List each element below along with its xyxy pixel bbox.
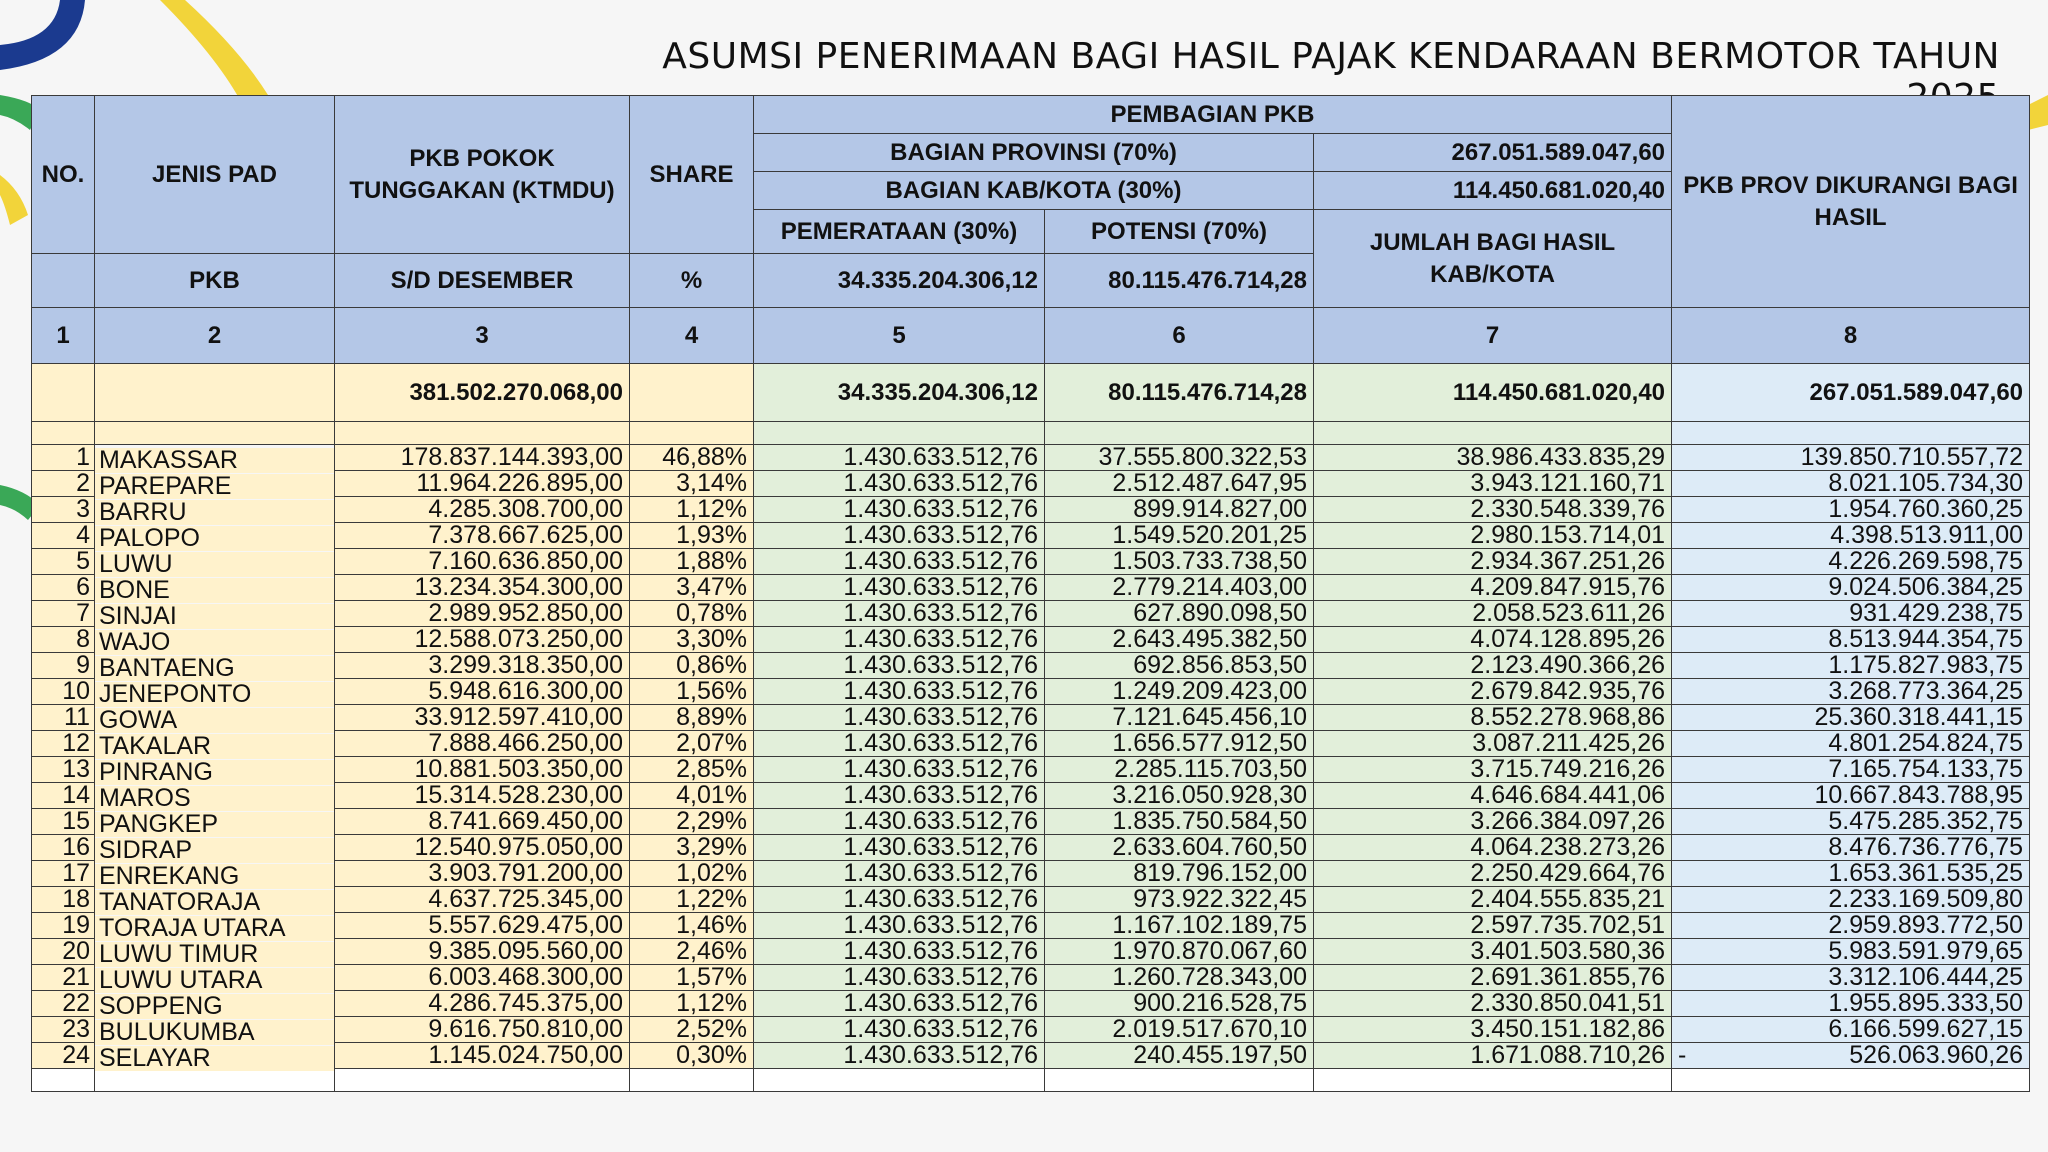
region-name: SIDRAP: [95, 838, 335, 864]
spacer-cell: [1045, 422, 1314, 445]
pkb-pokok-cell: 6.003.468.300,00: [335, 965, 630, 991]
row-number: 17: [32, 861, 95, 887]
row-number: 12: [32, 731, 95, 757]
row-number: 3: [32, 497, 95, 523]
table-row: [32, 445, 2030, 471]
footer-cell: [754, 1069, 1045, 1092]
pemerataan-cell: 1.430.633.512,76: [754, 913, 1045, 939]
region-name: PINRANG: [95, 760, 335, 786]
header-share: SHARE: [630, 96, 754, 254]
jumlah-cell: 3.943.121.160,71: [1314, 471, 1672, 497]
potensi-cell: 7.121.645.456,10: [1045, 705, 1314, 731]
jumlah-cell: 2.980.153.714,01: [1314, 523, 1672, 549]
region-name: PALOPO: [95, 526, 335, 552]
region-name: MAROS: [95, 786, 335, 812]
footer-cell: [1314, 1069, 1672, 1092]
region-name: TORAJA UTARA: [95, 916, 335, 942]
row-number: 1: [32, 445, 95, 471]
pkb-pokok-cell: 3.903.791.200,00: [335, 861, 630, 887]
potensi-cell: 1.970.870.067,60: [1045, 939, 1314, 965]
row-number: 20: [32, 939, 95, 965]
pkb-pokok-cell: 7.888.466.250,00: [335, 731, 630, 757]
spacer-cell: [1672, 422, 2030, 445]
potensi-cell: 1.260.728.343,00: [1045, 965, 1314, 991]
row-number: 9: [32, 653, 95, 679]
pemerataan-cell: 1.430.633.512,76: [754, 601, 1045, 627]
potensi-cell: 2.633.604.760,50: [1045, 835, 1314, 861]
pkb-prov-cell: 4.226.269.598,75: [1672, 549, 2030, 575]
row-number: 2: [32, 471, 95, 497]
jumlah-cell: 4.646.684.441,06: [1314, 783, 1672, 809]
potensi-cell: 1.835.750.584,50: [1045, 809, 1314, 835]
pkb-prov-cell: 8.021.105.734,30: [1672, 471, 2030, 497]
pemerataan-cell: 1.430.633.512,76: [754, 679, 1045, 705]
row-number: 22: [32, 991, 95, 1017]
potensi-cell: 240.455.197,50: [1045, 1043, 1314, 1069]
share-cell: 1,57%: [630, 965, 754, 991]
region-name: LUWU: [95, 552, 335, 578]
pemerataan-cell: 1.430.633.512,76: [754, 887, 1045, 913]
jumlah-cell: 2.597.735.702,51: [1314, 913, 1672, 939]
row-number: 5: [32, 549, 95, 575]
pemerataan-cell: 1.430.633.512,76: [754, 991, 1045, 1017]
potensi-cell: 1.503.733.738,50: [1045, 549, 1314, 575]
jumlah-cell: 8.552.278.968,86: [1314, 705, 1672, 731]
table-row: [32, 679, 2030, 705]
share-cell: 3,47%: [630, 575, 754, 601]
row-number: 14: [32, 783, 95, 809]
potensi-cell: 37.555.800.322,53: [1045, 445, 1314, 471]
col-number: 4: [630, 308, 754, 364]
jumlah-cell: 2.330.850.041,51: [1314, 991, 1672, 1017]
region-name: LUWU TIMUR: [95, 942, 335, 968]
total-blank: [95, 364, 335, 422]
pkb-prov-cell: 4.801.254.824,75: [1672, 731, 2030, 757]
share-cell: 2,52%: [630, 1017, 754, 1043]
total-blank: [32, 364, 95, 422]
region-name: BANTAENG: [95, 656, 335, 682]
header-jenis-pad: JENIS PAD: [95, 96, 335, 254]
row-number: 13: [32, 757, 95, 783]
col-number: 8: [1672, 308, 2030, 364]
share-cell: 0,86%: [630, 653, 754, 679]
jumlah-cell: 4.064.238.273,26: [1314, 835, 1672, 861]
share-cell: 2,85%: [630, 757, 754, 783]
region-name: SOPPENG: [95, 994, 335, 1020]
row-number: 10: [32, 679, 95, 705]
jumlah-cell: 2.330.548.339,76: [1314, 497, 1672, 523]
table-row: [32, 731, 2030, 757]
col-number: 6: [1045, 308, 1314, 364]
pemerataan-cell: 1.430.633.512,76: [754, 705, 1045, 731]
table-row: [32, 575, 2030, 601]
header-pemerataan: PEMERATAAN (30%): [754, 210, 1045, 254]
spacer-cell: [754, 422, 1045, 445]
total-jumlah: 114.450.681.020,40: [1314, 364, 1672, 422]
col-number: 3: [335, 308, 630, 364]
share-cell: 2,46%: [630, 939, 754, 965]
spacer-cell: [335, 422, 630, 445]
pemerataan-cell: 1.430.633.512,76: [754, 731, 1045, 757]
jumlah-cell: 2.250.429.664,76: [1314, 861, 1672, 887]
region-name: LUWU UTARA: [95, 968, 335, 994]
region-name: JENEPONTO: [95, 682, 335, 708]
potensi-cell: 3.216.050.928,30: [1045, 783, 1314, 809]
jumlah-cell: 38.986.433.835,29: [1314, 445, 1672, 471]
share-cell: 8,89%: [630, 705, 754, 731]
potensi-cell: 1.167.102.189,75: [1045, 913, 1314, 939]
header-pembagian: PEMBAGIAN PKB: [754, 96, 1672, 134]
row-number: 19: [32, 913, 95, 939]
share-cell: 2,29%: [630, 809, 754, 835]
pemerataan-cell: 1.430.633.512,76: [754, 835, 1045, 861]
row-number: 21: [32, 965, 95, 991]
pkb-prov-cell: 1.954.760.360,25: [1672, 497, 2030, 523]
header-bagian-prov: BAGIAN PROVINSI (70%): [754, 134, 1314, 172]
pkb-pokok-cell: 9.616.750.810,00: [335, 1017, 630, 1043]
share-cell: 1,88%: [630, 549, 754, 575]
region-name: BONE: [95, 578, 335, 604]
region-name: TANATORAJA: [95, 890, 335, 916]
potensi-cell: 899.914.827,00: [1045, 497, 1314, 523]
header-potensi-value: 80.115.476.714,28: [1045, 254, 1314, 308]
pemerataan-cell: 1.430.633.512,76: [754, 445, 1045, 471]
page-title: ASUMSI PENERIMAAN BAGI HASIL PAJAK KENDARAAN BERMOTOR TAHUN: [662, 36, 2000, 77]
share-cell: 4,01%: [630, 783, 754, 809]
row-number: 23: [32, 1017, 95, 1043]
table-row: [32, 783, 2030, 809]
revenue-table: [31, 95, 2030, 1092]
share-cell: 0,78%: [630, 601, 754, 627]
pkb-prov-cell: 10.667.843.788,95: [1672, 783, 2030, 809]
share-cell: 2,07%: [630, 731, 754, 757]
potensi-cell: 1.656.577.912,50: [1045, 731, 1314, 757]
pemerataan-cell: 1.430.633.512,76: [754, 471, 1045, 497]
col-number: 5: [754, 308, 1045, 364]
pemerataan-cell: 1.430.633.512,76: [754, 549, 1045, 575]
pemerataan-cell: 1.430.633.512,76: [754, 1017, 1045, 1043]
region-name: ENREKANG: [95, 864, 335, 890]
footer-cell: [32, 1069, 95, 1092]
pkb-prov-cell: 5.475.285.352,75: [1672, 809, 2030, 835]
share-cell: 1,56%: [630, 679, 754, 705]
jumlah-cell: 2.123.490.366,26: [1314, 653, 1672, 679]
jumlah-cell: 4.209.847.915,76: [1314, 575, 1672, 601]
pkb-prov-cell: 8.513.944.354,75: [1672, 627, 2030, 653]
share-cell: 0,30%: [630, 1043, 754, 1069]
pemerataan-cell: 1.430.633.512,76: [754, 575, 1045, 601]
pkb-pokok-cell: 8.741.669.450,00: [335, 809, 630, 835]
row-number: 6: [32, 575, 95, 601]
jumlah-cell: 2.404.555.835,21: [1314, 887, 1672, 913]
footer-cell: [630, 1069, 754, 1092]
jumlah-cell: 2.934.367.251,26: [1314, 549, 1672, 575]
table-row: [32, 497, 2030, 523]
pkb-prov-cell: [1672, 1043, 2030, 1069]
pkb-prov-cell: 2.233.169.509,80: [1672, 887, 2030, 913]
potensi-cell: 2.285.115.703,50: [1045, 757, 1314, 783]
jumlah-cell: 2.691.361.855,76: [1314, 965, 1672, 991]
pkb-pokok-cell: 3.299.318.350,00: [335, 653, 630, 679]
pkb-prov-cell: 1.955.895.333,50: [1672, 991, 2030, 1017]
jumlah-cell: 2.679.842.935,76: [1314, 679, 1672, 705]
row-number: 8: [32, 627, 95, 653]
table-row: [32, 861, 2030, 887]
potensi-cell: 973.922.322,45: [1045, 887, 1314, 913]
region-name: SELAYAR: [95, 1046, 335, 1072]
share-cell: 3,30%: [630, 627, 754, 653]
pkb-prov-cell: 2.959.893.772,50: [1672, 913, 2030, 939]
pkb-pokok-cell: 9.385.095.560,00: [335, 939, 630, 965]
potensi-cell: 692.856.853,50: [1045, 653, 1314, 679]
pemerataan-cell: 1.430.633.512,76: [754, 809, 1045, 835]
pkb-pokok-cell: 2.989.952.850,00: [335, 601, 630, 627]
jumlah-cell: 2.058.523.611,26: [1314, 601, 1672, 627]
col-number: 2: [95, 308, 335, 364]
potensi-cell: 1.249.209.423,00: [1045, 679, 1314, 705]
potensi-cell: 2.512.487.647,95: [1045, 471, 1314, 497]
table-row: [32, 965, 2030, 991]
header-potensi: POTENSI (70%): [1045, 210, 1314, 254]
table-row: [32, 471, 2030, 497]
pkb-pokok-cell: 12.588.073.250,00: [335, 627, 630, 653]
footer-cell: [95, 1069, 335, 1092]
potensi-cell: 2.643.495.382,50: [1045, 627, 1314, 653]
pkb-pokok-cell: 7.378.667.625,00: [335, 523, 630, 549]
table-row: [32, 549, 2030, 575]
spacer-cell: [95, 422, 335, 445]
pemerataan-cell: 1.430.633.512,76: [754, 861, 1045, 887]
pemerataan-cell: 1.430.633.512,76: [754, 757, 1045, 783]
pemerataan-cell: 1.430.633.512,76: [754, 1043, 1045, 1069]
header-no: NO.: [32, 96, 95, 254]
pkb-prov-cell: 9.024.506.384,25: [1672, 575, 2030, 601]
region-name: SINJAI: [95, 604, 335, 630]
total-pemerataan: 34.335.204.306,12: [754, 364, 1045, 422]
pkb-pokok-cell: 11.964.226.895,00: [335, 471, 630, 497]
region-name: BULUKUMBA: [95, 1020, 335, 1046]
table-row: [32, 653, 2030, 679]
table-row: [32, 1043, 2030, 1069]
pkb-prov-cell: 1.653.361.535,25: [1672, 861, 2030, 887]
col-number: 7: [1314, 308, 1672, 364]
total-pkb-pokok: 381.502.270.068,00: [335, 364, 630, 422]
spacer-cell: [630, 422, 754, 445]
share-cell: 1,12%: [630, 991, 754, 1017]
region-name: BARRU: [95, 500, 335, 526]
region-name: PAREPARE: [95, 474, 335, 500]
pkb-prov-cell: 931.429.238,75: [1672, 601, 2030, 627]
pkb-prov-cell: 5.983.591.979,65: [1672, 939, 2030, 965]
table-row: [32, 757, 2030, 783]
pkb-prov-cell: 3.312.106.444,25: [1672, 965, 2030, 991]
jumlah-cell: 3.715.749.216,26: [1314, 757, 1672, 783]
table-row: [32, 887, 2030, 913]
header-jumlah: JUMLAH BAGI HASIL KAB/KOTA: [1314, 210, 1672, 308]
header-bagian-kab: BAGIAN KAB/KOTA (30%): [754, 172, 1314, 210]
pkb-prov-cell: 3.268.773.364,25: [1672, 679, 2030, 705]
table-row: [32, 1017, 2030, 1043]
row-number: 11: [32, 705, 95, 731]
spacer-cell: [1314, 422, 1672, 445]
pkb-pokok-cell: 10.881.503.350,00: [335, 757, 630, 783]
footer-cell: [1672, 1069, 2030, 1092]
jumlah-cell: 1.671.088.710,26: [1314, 1043, 1672, 1069]
table-row: [32, 627, 2030, 653]
row-number: 24: [32, 1043, 95, 1069]
share-cell: 1,93%: [630, 523, 754, 549]
table-row: [32, 835, 2030, 861]
share-cell: 3,29%: [630, 835, 754, 861]
jumlah-cell: 4.074.128.895,26: [1314, 627, 1672, 653]
pemerataan-cell: 1.430.633.512,76: [754, 939, 1045, 965]
header-blank: [32, 254, 95, 308]
table-row: [32, 705, 2030, 731]
pkb-prov-cell: 8.476.736.776,75: [1672, 835, 2030, 861]
region-name: PANGKEP: [95, 812, 335, 838]
pkb-prov-cell: 1.175.827.983,75: [1672, 653, 2030, 679]
share-cell: 1,02%: [630, 861, 754, 887]
header-bagian-prov-value: 267.051.589.047,60: [1314, 134, 1672, 172]
region-name: MAKASSAR: [95, 448, 335, 474]
share-cell: 1,12%: [630, 497, 754, 523]
table-row: [32, 601, 2030, 627]
pkb-pokok-cell: 4.285.308.700,00: [335, 497, 630, 523]
row-number: 4: [32, 523, 95, 549]
pkb-pokok-cell: 5.948.616.300,00: [335, 679, 630, 705]
pkb-pokok-cell: 33.912.597.410,00: [335, 705, 630, 731]
potensi-cell: 1.549.520.201,25: [1045, 523, 1314, 549]
pkb-pokok-cell: 15.314.528.230,00: [335, 783, 630, 809]
pkb-pokok-cell: 12.540.975.050,00: [335, 835, 630, 861]
header-pct: %: [630, 254, 754, 308]
header-pkb-pokok: PKB POKOK TUNGGAKAN (KTMDU): [335, 96, 630, 254]
potensi-cell: 2.779.214.403,00: [1045, 575, 1314, 601]
table-row: [32, 913, 2030, 939]
dash-mark: -: [1678, 1042, 1687, 1069]
share-cell: 46,88%: [630, 445, 754, 471]
pkb-pokok-cell: 1.145.024.750,00: [335, 1043, 630, 1069]
pkb-prov-cell: 6.166.599.627,15: [1672, 1017, 2030, 1043]
total-potensi: 80.115.476.714,28: [1045, 364, 1314, 422]
pemerataan-cell: 1.430.633.512,76: [754, 653, 1045, 679]
table-row: [32, 939, 2030, 965]
pkb-prov-cell: 139.850.710.557,72: [1672, 445, 2030, 471]
col-number: 1: [32, 308, 95, 364]
potensi-cell: 819.796.152,00: [1045, 861, 1314, 887]
pkb-pokok-cell: 7.160.636.850,00: [335, 549, 630, 575]
pemerataan-cell: 1.430.633.512,76: [754, 965, 1045, 991]
pkb-pokok-cell: 4.286.745.375,00: [335, 991, 630, 1017]
pkb-prov-cell: 7.165.754.133,75: [1672, 757, 2030, 783]
decorative-arc-right: [2028, 95, 2048, 135]
pemerataan-cell: 1.430.633.512,76: [754, 523, 1045, 549]
header-bagian-kab-value: 114.450.681.020,40: [1314, 172, 1672, 210]
pkb-pokok-cell: 13.234.354.300,00: [335, 575, 630, 601]
potensi-cell: 627.890.098,50: [1045, 601, 1314, 627]
region-name: GOWA: [95, 708, 335, 734]
pkb-pokok-cell: 4.637.725.345,00: [335, 887, 630, 913]
data-rows: [32, 444, 2030, 1072]
share-cell: 1,22%: [630, 887, 754, 913]
header-pkb-prov: PKB PROV DIKURANGI BAGI HASIL: [1672, 96, 2030, 308]
table-row: [32, 809, 2030, 835]
jumlah-cell: 3.087.211.425,26: [1314, 731, 1672, 757]
region-name: WAJO: [95, 630, 335, 656]
footer-cell: [335, 1069, 630, 1092]
row-number: 18: [32, 887, 95, 913]
table-row: [32, 991, 2030, 1017]
jumlah-cell: 3.401.503.580,36: [1314, 939, 1672, 965]
pkb-pokok-cell: 5.557.629.475,00: [335, 913, 630, 939]
footer-cell: [1045, 1069, 1314, 1092]
row-number: 16: [32, 835, 95, 861]
pkb-prov-cell: 25.360.318.441,15: [1672, 705, 2030, 731]
pkb-prov-cell: 4.398.513.911,00: [1672, 523, 2030, 549]
potensi-cell: 900.216.528,75: [1045, 991, 1314, 1017]
header-pkb: PKB: [95, 254, 335, 308]
pemerataan-cell: 1.430.633.512,76: [754, 783, 1045, 809]
value: 526.063.960,26: [1849, 1042, 2024, 1069]
header-sd-desember: S/D DESEMBER: [335, 254, 630, 308]
header-pemerataan-value: 34.335.204.306,12: [754, 254, 1045, 308]
potensi-cell: 2.019.517.670,10: [1045, 1017, 1314, 1043]
row-number: 7: [32, 601, 95, 627]
jumlah-cell: 3.450.151.182,86: [1314, 1017, 1672, 1043]
jumlah-cell: 3.266.384.097,26: [1314, 809, 1672, 835]
share-cell: 1,46%: [630, 913, 754, 939]
total-pkb-prov: 267.051.589.047,60: [1672, 364, 2030, 422]
share-cell: 3,14%: [630, 471, 754, 497]
table-row: [32, 523, 2030, 549]
spacer-cell: [32, 422, 95, 445]
pkb-pokok-cell: 178.837.144.393,00: [335, 445, 630, 471]
pemerataan-cell: 1.430.633.512,76: [754, 497, 1045, 523]
total-blank: [630, 364, 754, 422]
region-name: TAKALAR: [95, 734, 335, 760]
row-number: 15: [32, 809, 95, 835]
pemerataan-cell: 1.430.633.512,76: [754, 627, 1045, 653]
